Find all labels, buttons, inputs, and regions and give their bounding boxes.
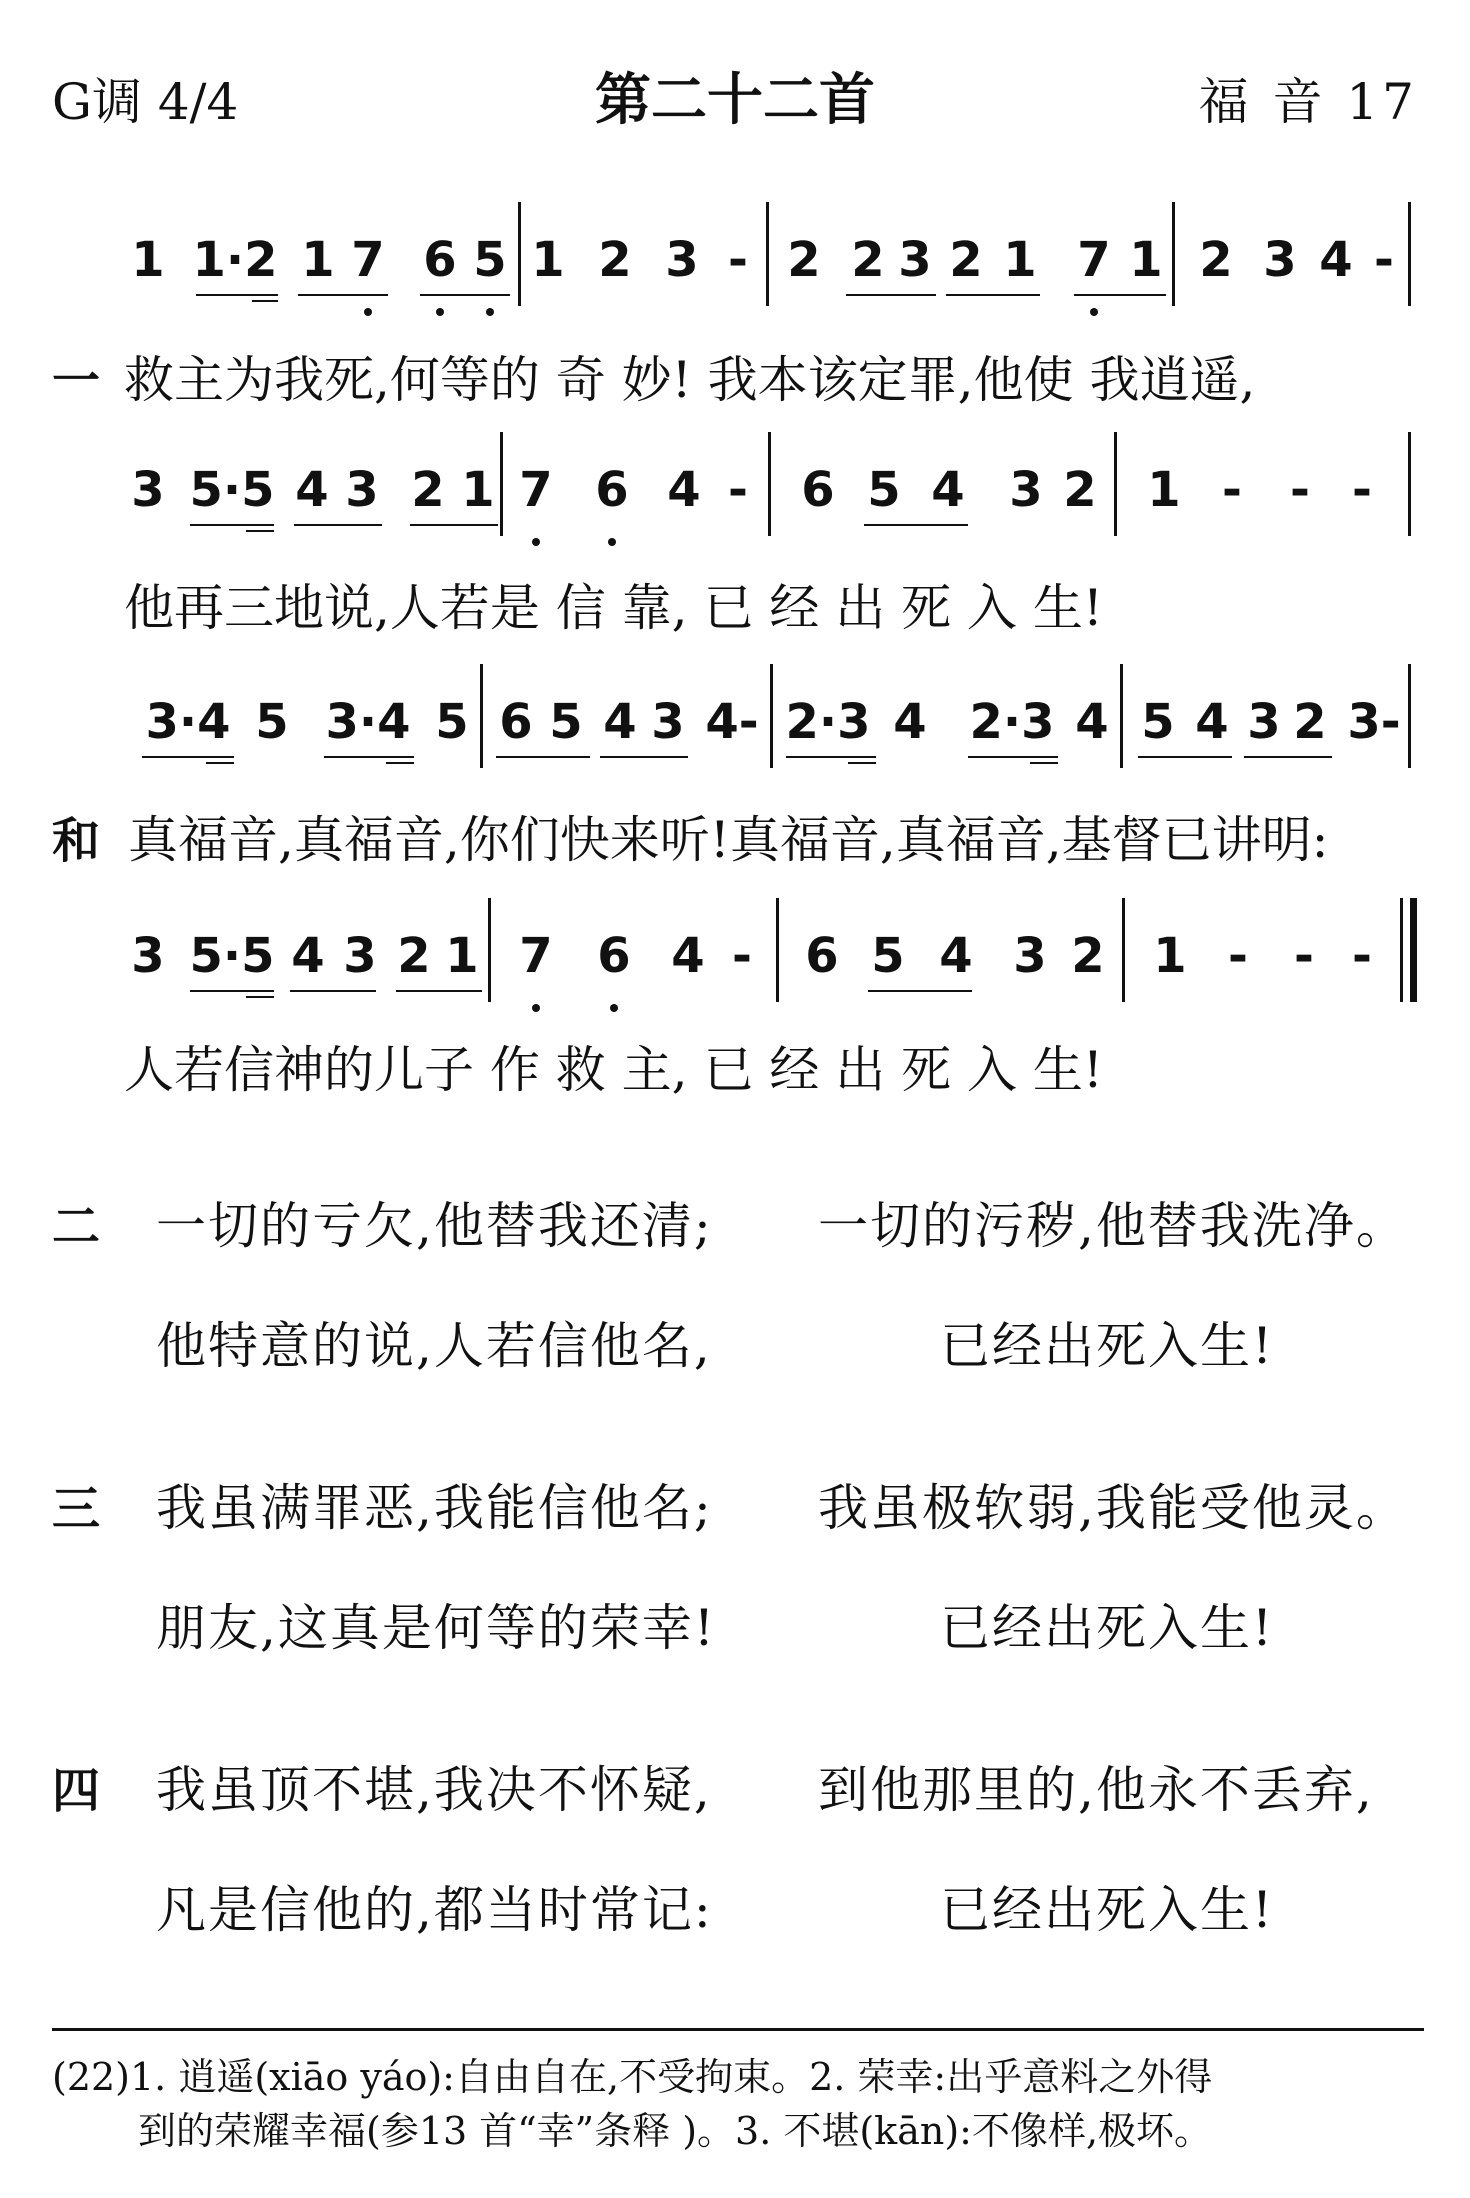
note: 3·4: [145, 694, 231, 750]
note: 2: [1071, 928, 1105, 984]
note: 3·4: [325, 694, 411, 750]
note: 7: [351, 232, 385, 288]
low-dot: [486, 308, 494, 316]
note: -: [732, 928, 752, 984]
underline: [1030, 762, 1058, 764]
note: 2: [851, 232, 885, 288]
note: -: [1294, 928, 1314, 984]
verse-line: 他特意的说,人若信他名,: [156, 1317, 712, 1375]
verse-line: 到他那里的,他永不丢弃,: [818, 1761, 1374, 1819]
underline: [246, 530, 274, 532]
low-dot: [364, 308, 372, 316]
note: 4: [1075, 694, 1109, 750]
underline: [196, 294, 278, 296]
score-row-1: [0, 232, 1470, 322]
note: 3-: [1347, 694, 1401, 750]
underline: [600, 756, 688, 758]
score-row-3: [0, 694, 1470, 784]
note: -: [1290, 462, 1310, 518]
note: -: [1352, 462, 1372, 518]
verse-label: 一: [52, 353, 101, 409]
underline: [946, 294, 1040, 296]
note: 3: [665, 232, 699, 288]
verse-line: 一切的污秽,他替我洗净。: [818, 1197, 1408, 1255]
hymn-reference: 福 音 17: [1198, 73, 1418, 131]
note: 3: [345, 462, 379, 518]
bar-line: [1120, 664, 1123, 768]
bar-line: [770, 664, 773, 768]
note: 2: [1063, 462, 1097, 518]
verse-line: 我虽极软弱,我能受他灵。: [818, 1479, 1408, 1537]
underline: [846, 294, 936, 296]
note: 2: [598, 232, 632, 288]
note: -: [1228, 928, 1248, 984]
note: 2: [411, 462, 445, 518]
footnote-divider: [52, 2028, 1424, 2031]
underline: [252, 300, 278, 302]
note: 1: [461, 462, 495, 518]
lyric-line: 人若信神的儿子 作 救 主, 已 经 出 死 入 生!: [124, 1041, 1104, 1099]
verse-line: 已经出死入生!: [940, 1881, 1275, 1939]
note: 1: [1153, 928, 1187, 984]
bar-line: [766, 202, 769, 306]
bar-line: [1172, 202, 1175, 306]
note: 3: [1013, 928, 1047, 984]
underline: [290, 990, 376, 992]
note: 4: [671, 928, 705, 984]
note: 6: [805, 928, 839, 984]
verse-label: 二: [52, 1199, 101, 1255]
note: 2: [787, 232, 821, 288]
note: 4: [291, 928, 325, 984]
note: 6: [801, 462, 835, 518]
note: 3: [131, 462, 165, 518]
note: 3: [1263, 232, 1297, 288]
verse-label: 四: [52, 1763, 101, 1819]
bar-line: [1408, 202, 1411, 306]
underline: [496, 756, 590, 758]
note: 5: [435, 694, 469, 750]
underline: [1074, 294, 1166, 296]
underline: [864, 524, 968, 526]
bar-line: [480, 664, 483, 768]
lyric-line: 他再三地说,人若是 信 靠, 已 经 出 死 入 生!: [124, 579, 1104, 637]
final-bar-line: [1410, 898, 1417, 1002]
bar-line: [488, 898, 491, 1002]
footnote-line: 到的荣耀幸福(参13 首“幸”条释 )。3. 不堪(kān):不像样,极坏。: [138, 2109, 1213, 2153]
verse-line: 朋友,这真是何等的荣幸!: [156, 1599, 716, 1657]
score-row-2: [0, 462, 1470, 552]
note: 4: [893, 694, 927, 750]
note: 1: [1147, 462, 1181, 518]
underline: [142, 756, 234, 758]
note: 6: [595, 462, 629, 518]
low-dot: [532, 538, 540, 546]
note: -: [1374, 232, 1394, 288]
verse-line: 已经出死入生!: [940, 1599, 1275, 1657]
note: 7: [519, 462, 553, 518]
note: 2: [397, 928, 431, 984]
note: -: [728, 462, 748, 518]
underline: [1244, 756, 1332, 758]
note: 1: [131, 232, 165, 288]
score-row-4: [0, 928, 1470, 1018]
note: 1: [1003, 232, 1037, 288]
note: 5·5: [189, 462, 275, 518]
note: 4: [931, 462, 965, 518]
chorus-label: 和: [52, 813, 101, 869]
underline: [410, 524, 498, 526]
bar-line: [500, 432, 503, 536]
note: 2·3: [969, 694, 1055, 750]
note: 5·5: [189, 928, 275, 984]
note: 2·3: [785, 694, 871, 750]
note: 2: [1293, 694, 1327, 750]
underline: [848, 762, 876, 764]
note: -: [728, 232, 748, 288]
bar-line: [1122, 898, 1125, 1002]
bar-line: [518, 202, 521, 306]
underline: [420, 294, 510, 296]
underline: [786, 756, 876, 758]
note: 1: [531, 232, 565, 288]
key-signature: G调 4/4: [52, 73, 239, 131]
note: 5: [871, 928, 905, 984]
note: 1: [445, 928, 479, 984]
verse-label: 三: [52, 1481, 101, 1537]
note: 3: [1247, 694, 1281, 750]
verse-line: 我虽顶不堪,我决不怀疑,: [156, 1761, 712, 1819]
low-dot: [610, 1004, 618, 1012]
note: -: [1222, 462, 1242, 518]
bar-line: [768, 432, 771, 536]
bar-line: [776, 898, 779, 1002]
note: 1·2: [192, 232, 278, 288]
bar-line: [1408, 664, 1411, 768]
note: 4: [603, 694, 637, 750]
low-dot: [532, 1004, 540, 1012]
note: 6: [597, 928, 631, 984]
note: 3: [898, 232, 932, 288]
lyric-line: 真福音,真福音,你们快来听!真福音,真福音,基督已讲明:: [128, 811, 1329, 869]
underline: [294, 524, 382, 526]
note: 2: [949, 232, 983, 288]
note: 4: [1195, 694, 1229, 750]
note: 3: [1009, 462, 1043, 518]
note: 6: [499, 694, 533, 750]
note: 3: [343, 928, 377, 984]
note: 7: [519, 928, 553, 984]
note: 4: [667, 462, 701, 518]
verse-line: 已经出死入生!: [940, 1317, 1275, 1375]
note: 1: [1129, 232, 1163, 288]
note: 5: [473, 232, 507, 288]
note: 4: [939, 928, 973, 984]
underline: [868, 990, 972, 992]
verse-line: 凡是信他的,都当时常记:: [156, 1881, 713, 1939]
low-dot: [608, 538, 616, 546]
lyric-line: 救主为我死,何等的 奇 妙! 我本该定罪,他使 我逍遥,: [124, 351, 1256, 409]
underline: [396, 990, 482, 992]
underline: [246, 996, 274, 998]
note: -: [1352, 928, 1372, 984]
bar-line: [1114, 432, 1117, 536]
note: 5: [255, 694, 289, 750]
note: 6: [423, 232, 457, 288]
underline: [324, 756, 414, 758]
note: 2: [1199, 232, 1233, 288]
low-dot: [1090, 308, 1098, 316]
bar-line: [1408, 432, 1411, 536]
underline: [298, 294, 388, 296]
note: 4: [1319, 232, 1353, 288]
footnote-line: (22)1. 逍遥(xiāo yáo):自由自在,不受拘束。2. 荣幸:出乎意料之外得: [52, 2055, 1213, 2099]
verse-line: 一切的亏欠,他替我还清;: [156, 1197, 713, 1255]
hymn-title: 第二十二首: [595, 68, 875, 133]
note: 3: [131, 928, 165, 984]
note: 4: [295, 462, 329, 518]
underline: [386, 762, 414, 764]
bar-line: [1400, 898, 1403, 1002]
note: 5: [867, 462, 901, 518]
underline: [1138, 756, 1232, 758]
note: 1: [301, 232, 335, 288]
underline: [968, 756, 1058, 758]
underline: [206, 762, 234, 764]
verse-line: 我虽满罪恶,我能信他名;: [156, 1479, 713, 1537]
note: 4-: [705, 694, 759, 750]
note: 3: [651, 694, 685, 750]
underline: [190, 990, 274, 992]
low-dot: [436, 308, 444, 316]
note: 7: [1077, 232, 1111, 288]
underline: [190, 524, 274, 526]
note: 5: [549, 694, 583, 750]
note: 5: [1141, 694, 1175, 750]
